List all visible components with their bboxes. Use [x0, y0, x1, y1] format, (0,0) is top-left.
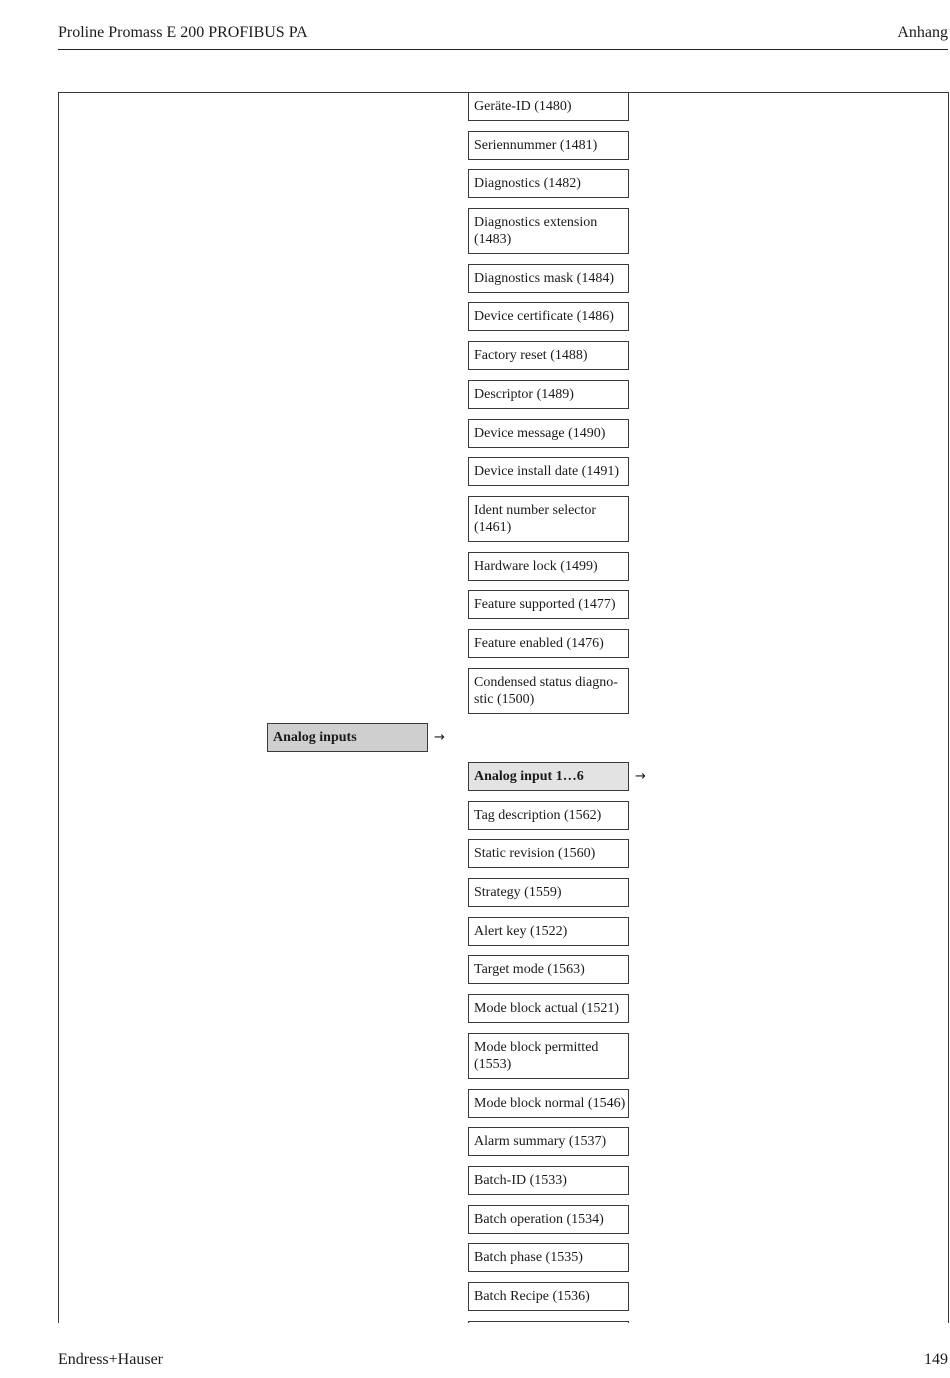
menu-row: [0, 955, 950, 984]
menu-row: [0, 801, 950, 830]
menu-row: [0, 629, 950, 658]
menu-item-tag-description: Tag description (1562): [468, 801, 629, 830]
menu-row: [0, 131, 950, 160]
menu-row: [0, 419, 950, 448]
menu-row: [0, 839, 950, 868]
header-rule: [58, 49, 948, 50]
menu-row: [0, 1321, 950, 1323]
menu-item-hardware-lock: Hardware lock (1499): [468, 552, 629, 581]
menu-item-device-certificate: Device certificate (1486): [468, 302, 629, 331]
menu-item-mode-block-actual: Mode block actual (1521): [468, 994, 629, 1023]
menu-row: [0, 668, 950, 714]
menu-item-batch-operation: Batch operation (1534): [468, 1205, 629, 1234]
menu-item-cut-off: [468, 1321, 629, 1323]
menu-row: [0, 496, 950, 542]
menu-item-device-message: Device message (1490): [468, 419, 629, 448]
menu-row: [0, 169, 950, 198]
footer-page-number: 149: [924, 1351, 948, 1368]
menu-item-diagnostics-extension: Diagnostics extension (1483): [468, 208, 629, 254]
menu-item-device-install-date: Device install date (1491): [468, 457, 629, 486]
menu-row: [0, 1243, 950, 1272]
menu-row: [0, 341, 950, 370]
menu-subgroup-row: [0, 762, 950, 791]
menu-item-geraete-id: Geräte-ID (1480): [468, 92, 629, 121]
menu-row: [0, 1205, 950, 1234]
menu-row: [0, 552, 950, 581]
menu-row: [0, 1282, 950, 1311]
menu-item-descriptor: Descriptor (1489): [468, 380, 629, 409]
menu-item-diagnostics: Diagnostics (1482): [468, 169, 629, 198]
menu-row: [0, 264, 950, 293]
menu-item-alert-key: Alert key (1522): [468, 917, 629, 946]
menu-row: [0, 878, 950, 907]
menu-row: [0, 1127, 950, 1156]
menu-item-feature-supported: Feature supported (1477): [468, 590, 629, 619]
menu-item-batch-id: Batch-ID (1533): [468, 1166, 629, 1195]
menu-item-static-revision: Static revision (1560): [468, 839, 629, 868]
menu-row: [0, 1166, 950, 1195]
menu-row: [0, 92, 950, 121]
menu-item-target-mode: Target mode (1563): [468, 955, 629, 984]
menu-row: [0, 994, 950, 1023]
header-section: Anhang: [897, 24, 948, 41]
menu-item-diagnostics-mask: Diagnostics mask (1484): [468, 264, 629, 293]
menu-row: [0, 1033, 950, 1079]
menu-tree: [0, 92, 950, 1323]
menu-item-batch-recipe: Batch Recipe (1536): [468, 1282, 629, 1311]
menu-row: [0, 590, 950, 619]
menu-item-batch-phase: Batch phase (1535): [468, 1243, 629, 1272]
header-title: Proline Promass E 200 PROFIBUS PA: [58, 24, 308, 41]
menu-item-ident-number-selector: Ident number selector (1461): [468, 496, 629, 542]
menu-row: [0, 917, 950, 946]
menu-item-seriennummer: Seriennummer (1481): [468, 131, 629, 160]
menu-item-condensed-status-diagnostic: Condensed status diagno- stic (1500): [468, 668, 629, 714]
menu-item-mode-block-normal: Mode block normal (1546): [468, 1089, 629, 1118]
arrow-right-icon: →: [635, 769, 646, 784]
menu-item-factory-reset: Factory reset (1488): [468, 341, 629, 370]
arrow-right-icon: →: [434, 730, 445, 746]
menu-row: [0, 380, 950, 409]
menu-row: [0, 457, 950, 486]
menu-group-row: [0, 723, 950, 752]
menu-item-alarm-summary: Alarm summary (1537): [468, 1127, 629, 1156]
menu-group-analog-inputs: Analog inputs: [267, 723, 428, 752]
menu-row: [0, 208, 950, 254]
menu-row: [0, 1089, 950, 1118]
menu-subgroup-analog-input: Analog input 1…6: [468, 762, 629, 791]
menu-row: [0, 302, 950, 331]
footer-brand: Endress+Hauser: [58, 1351, 163, 1368]
menu-item-mode-block-permitted: Mode block permitted (1553): [468, 1033, 629, 1079]
menu-item-strategy: Strategy (1559): [468, 878, 629, 907]
menu-item-feature-enabled: Feature enabled (1476): [468, 629, 629, 658]
